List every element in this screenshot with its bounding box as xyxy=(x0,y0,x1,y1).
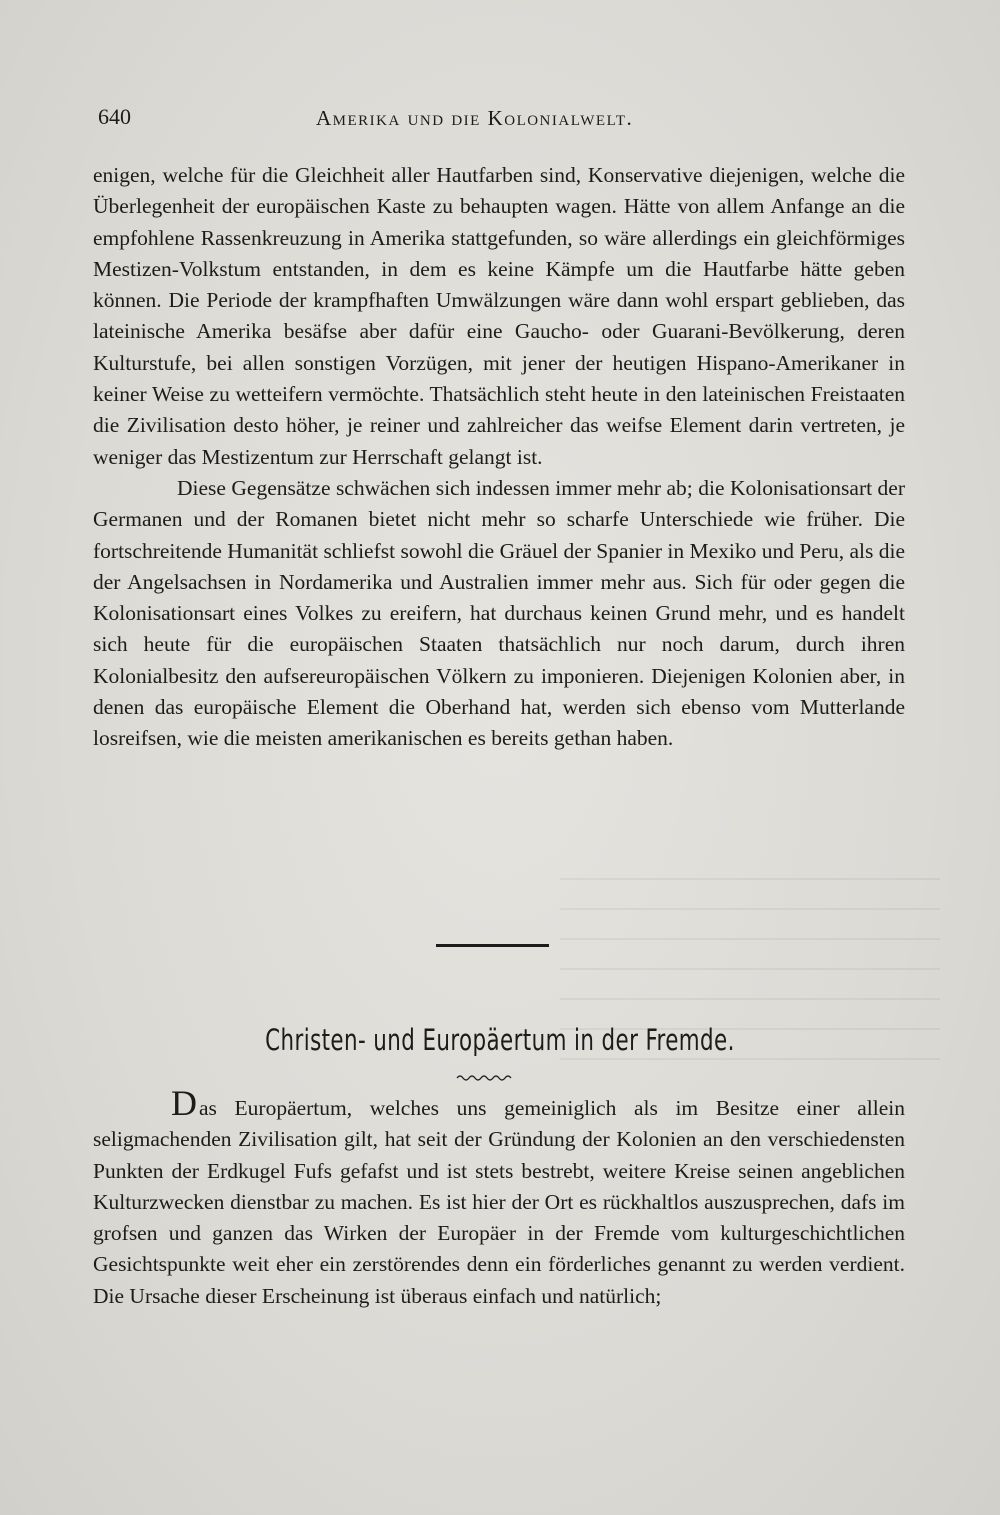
page-number: 640 xyxy=(98,104,131,129)
section-divider-rule xyxy=(436,944,549,947)
paragraph-3 xyxy=(93,1085,905,1312)
section-2-text xyxy=(93,1085,905,1312)
section-1-text xyxy=(93,160,905,755)
page-header xyxy=(96,104,896,138)
drop-cap: D xyxy=(171,1083,197,1123)
wave-ornament-icon xyxy=(455,1073,515,1083)
paragraph-2: Diese Gegensätze schwächen sich indessen immer mehr ab; die Kolonisationsart der Germanen und der Romanen bietet nicht mehr so scharfe Unterschiede wie früher. Die fortschreitende Humanität schliefst sowohl die Gräuel der Spanier in Mexiko und Peru, als die der Angelsachsen in Nordamerika und Australien immer mehr aus. Sich für oder gegen die Kolonisationsart eines Volkes zu ereifern, hat durchaus keinen Grund mehr, und es handelt sich heute für die europäischen Staaten thatsächlich nur noch darum, durch ihren Kolonialbesitz den aufsereuropäischen Völkern zu imponieren. Diejenigen Kolonien aber, in denen das europäische Element die Oberhand hat, werden sich ebenso vom Mutterlande losreifsen, wie die meisten amerikanischen es bereits gethan haben. xyxy=(93,475,906,751)
section-title: Christen- und Europäertum in der Fremde. xyxy=(265,1023,735,1057)
paragraph-1: enigen, welche für die Gleichheit aller Hautfarben sind, Konservative diejenigen, welche die Überlegenheit der europäischen Kaste zu behaupten wagen. Hätte von allem Anfange an die empfohlene Rassenkreuzung in Amerika stattgefunden, so wäre allerdings ein gleichförmiges Mestizen-Volkstum entstanden, in dem es keine Kämpfe um die Hautfarbe hätte geben können. Die Periode der krampfhaften Umwälzungen wäre dann wohl erspart geblieben, das lateinische Amerika besäfse aber dafür eine Gaucho- oder Guarani-Bevölkerung, deren Kulturstufe, bei allen sonstigen Vorzügen, mit jener der heutigen Hispano-Amerikaner in keiner Weise zu wetteifern vermöchte. Thatsächlich steht heute in den lateinischen Freistaaten die Zivilisation desto höher, je reiner und zahlreicher das weifse Element darin vertreten, je weniger das Mestizentum zur Herrschaft gelangt ist. xyxy=(93,163,905,469)
running-head: Amerika und die Kolonialwelt. xyxy=(316,106,634,130)
paragraph-3-text: as Europäertum, welches uns gemeiniglich als im Besitze einer allein seligmachenden Zivilisation gilt, hat seit der Gründung der Kolonien an den verschiedensten Punkten der Erdkugel Fufs gefafst und ist stets bestrebt, weitere Kreise seinen angeblichen Kulturzwecken dienstbar zu machen. Es ist hier der Ort es rückhaltlos auszusprechen, dafs im grofsen und ganzen das Wirken der Europäer in der Fremde vom kulturgeschichtlichen Gesichtspunkte weit eher ein zerstörendes denn ein förderliches genannt zu werden verdient. Die Ursache dieser Erscheinung ist überaus einfach und natürlich; xyxy=(93,1096,905,1308)
